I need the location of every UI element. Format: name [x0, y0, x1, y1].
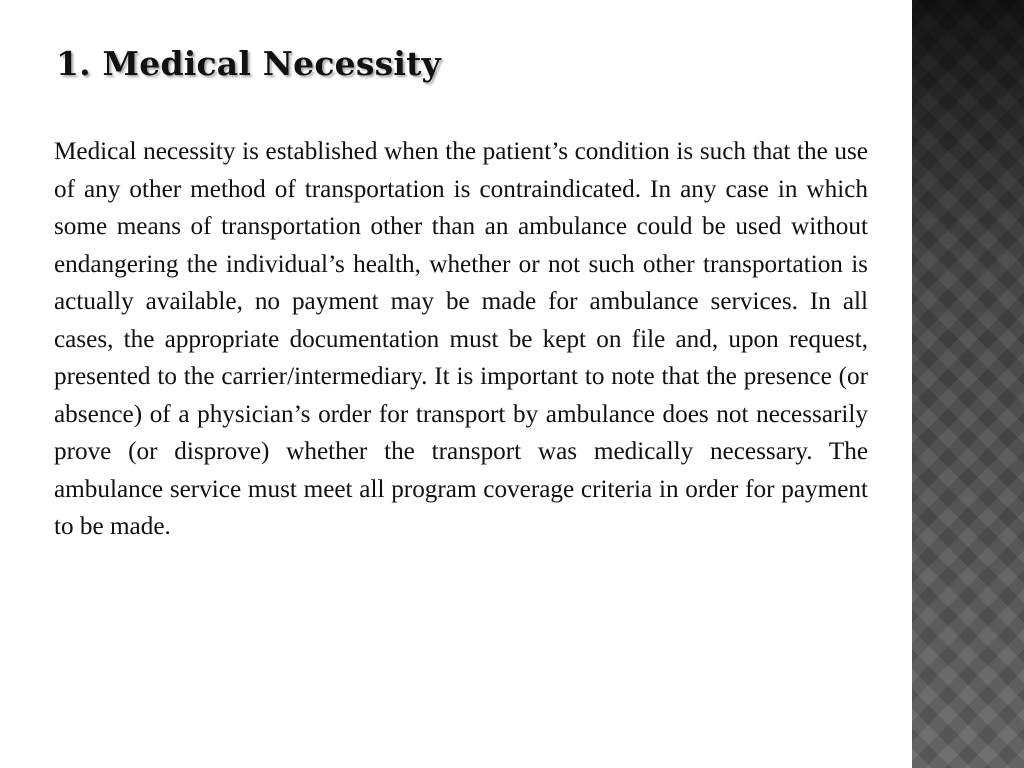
decorative-side-band	[912, 0, 1024, 768]
slide-title: 1. Medical Necessity	[56, 44, 441, 83]
slide-body-text: Medical necessity is established when the patient’s condition is such that the use of any other method of transportation is contraindicated. In any case in which some means of transportation other than an ambulance could be used without endangering the individual’s health, whether or not such other transportation is actually available, no payment may be made for ambulance services. In all cases, the appropriate documentation must be kept on file and, upon request, presented to the carrier/intermediary. It is important to note that the presence (or absence) of a physician’s order for transport by ambulance does not necessarily prove (or disprove) whether the transport was medically necessary. The ambulance service must meet all program coverage criteria in order for payment to be made.	[54, 138, 868, 540]
